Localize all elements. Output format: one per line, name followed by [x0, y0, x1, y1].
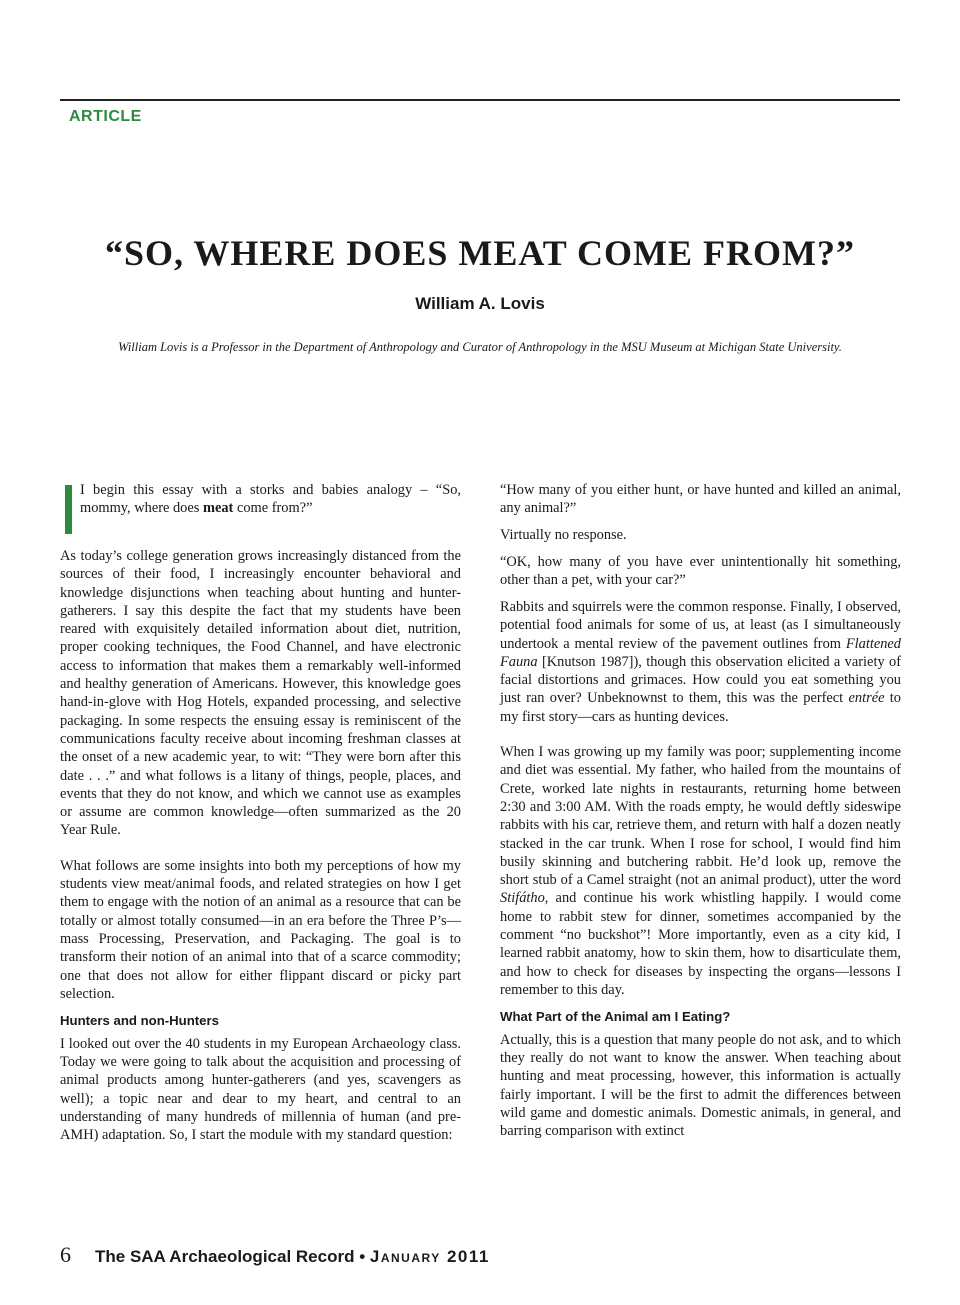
italic-term: Stifátho [500, 890, 545, 907]
author-name: William A. Lovis [415, 294, 545, 313]
body-paragraph: Virtually no response. [500, 527, 627, 544]
text-run: , and continue his work whistling happily. I would come home to rabbit stew for dinner, sometimes accompanied by the comment “no buckshot”! More importantly, even as a city kid, I learned rabbit anatomy, how to skin them, how to disarticulate them, and how to check for diseases by inspecting the organs—lessons I remember to this day. [500, 890, 901, 998]
text-run: to my first story—cars as hunting devices. [500, 690, 901, 725]
italic-term: entrée [848, 690, 885, 707]
text-run: [Knutson 1987]), though this observation elicited a variety of facial distortions and grimaces. How could you eat something you just ran over? Unbeknownst to them, this was the perfect [500, 653, 901, 707]
accent-bar [65, 485, 72, 534]
lead-text-start: I begin this essay with a storks and babies analogy – “So, mommy, where does [80, 482, 461, 517]
lead-text-end: come from?” [233, 500, 313, 517]
lead-paragraph [60, 481, 461, 529]
issue-date: January 2011 [369, 1247, 490, 1266]
article-title: “SO, WHERE DOES MEAT COME FROM?” [104, 233, 856, 273]
publication-name: The SAA Archaeological Record [95, 1247, 355, 1266]
author-affiliation: William Lovis is a Professor in the Department of Anthropology and Curator of Anthropology in the MSU Museum at Michigan State University. [118, 340, 842, 354]
body-paragraph: I looked out over the 40 students in my European Archaeology class. Today we were going to talk about the acquisition and processing of animal products among hunter-gatherers (and yes, scavengers as well); a topic near and dear to my heart, and central to an understanding of many hundreds of millennia of human (and pre-AMH) adaptation. So, I start the module with my standard question: [60, 1035, 461, 1144]
italic-title: Flattened Fauna [500, 635, 901, 670]
text-run: When I was growing up my family was poor; supplementing income and diet was essential. My father, who hailed from the mountains of Crete, worked late nights in restaurants, returning home between 2:30 and 3:00 AM. With the roads empty, he would deftly sideswipe rabbits with his car, retrieve them, and return with half a dozen neatly stacked in the car trunk. When I rose for school, I would find him busily skinning and butchering rabbit. He’d look up, remove the short stub of a Camel straight (not an animal product), utter the word [500, 744, 901, 889]
quote-paragraph: “How many of you either hunt, or have hunted and killed an animal, any animal?” [500, 482, 901, 517]
page-footer [60, 1242, 490, 1268]
lead-emphasis: meat [202, 500, 234, 517]
right-column [500, 481, 901, 1149]
body-paragraph [500, 743, 901, 999]
quote-paragraph: “OK, how many of you have ever unintentionally hit something, other than a pet, with your car?” [500, 553, 901, 589]
top-rule [60, 99, 900, 101]
body-paragraph: What follows are some insights into both my perceptions of how my students view meat/animal foods, and related strategies on how I get them to engage with the notion of an animal as a resource that can be totally or almost totally consumed—in an era before the Three P’s—mass Processing, Preservation, and Packaging. The goal is to transform their notion of an animal into that of a scarce commodity; one that does not allow for either flippant discard or picky part selection. [60, 857, 461, 1002]
section-heading: Hunters and non-Hunters [60, 1012, 219, 1028]
section-label: ARTICLE [69, 108, 142, 125]
body-paragraph [500, 598, 901, 726]
footer-separator: • [354, 1247, 370, 1266]
left-column [60, 481, 461, 1153]
body-paragraph: As today’s college generation grows increasingly distanced from the sources of their food, I increasingly encounter behavioral and knowledge disjunctions when teaching about hunting and hunter-gatherers. I say this despite the fact that my students have been reared with exquisitely detailed information about diet, nutrition, proper cooking techniques, the Food Channel, and have electronic access to information that makes them a remarkably well-informed and healthy generation of Americans. However, this knowledge goes hand-in-glove with Hog Hotels, expanded processing, and selective packaging. In some respects the ensuing essay is reminiscent of the communications faculty receive about incoming freshman classes at the onset of a new academic year, to wit: “They were born after this date . . .” and what follows is a litany of things, people, places, and events that they do not know, and which we cannot use as examples or assume are common knowledge—often summarized as the 20 Year Rule. [60, 548, 461, 839]
section-heading: What Part of the Animal am I Eating? [500, 1008, 731, 1024]
body-paragraph: Actually, this is a question that many people do not ask, and to which they really do not want to know the answer. When teaching about hunting and meat processing, however, this information is actually fairly important. I will be the first to admit the differences between wild game and domestic animals. Domestic animals, in general, and barring comparison with extinct [500, 1031, 901, 1140]
text-run: Rabbits and squirrels were the common response. Finally, I observed, potential food animals for some of us, at least (as I simultaneously undertook a mental review of the pavement outlines from [500, 598, 901, 652]
page-number: 6 [60, 1242, 71, 1267]
